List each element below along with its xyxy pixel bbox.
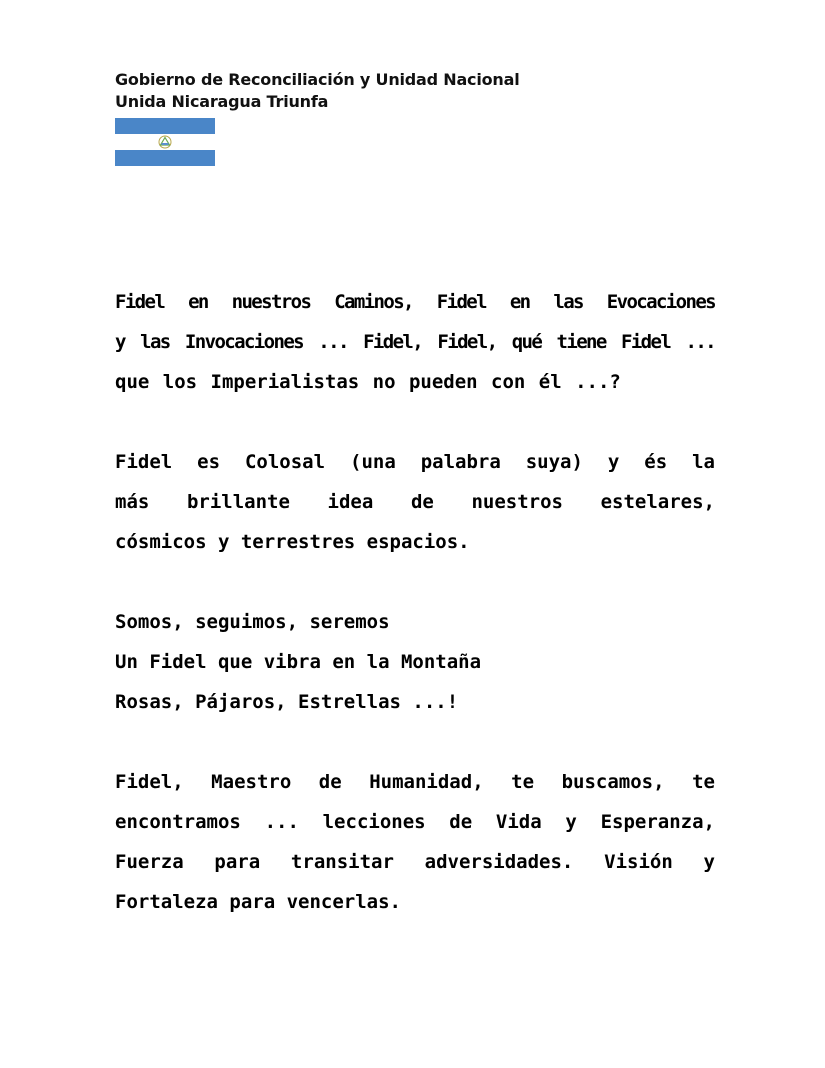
paragraph-2 bbox=[115, 442, 715, 562]
paragraph-line: Fidel es Colosal (una palabra suya) y és la bbox=[115, 451, 715, 473]
paragraph-line: más brillante idea de nuestros estelares, bbox=[115, 491, 715, 513]
paragraph-line: Fuerza para transitar adversidades. Visión y bbox=[115, 851, 715, 873]
paragraph-4 bbox=[115, 762, 715, 922]
paragraph-line: Un Fidel que vibra en la Montaña bbox=[115, 651, 482, 673]
paragraph-line: y las Invocaciones ... Fidel, Fidel, qué tiene Fidel ... bbox=[115, 331, 715, 353]
nicaragua-flag-icon bbox=[115, 118, 215, 166]
paragraph-1 bbox=[115, 282, 715, 402]
paragraph-3 bbox=[115, 602, 715, 722]
letterhead-slogan: Unida Nicaragua Triunfa bbox=[115, 92, 329, 111]
paragraph-line: Fortaleza para vencerlas. bbox=[115, 891, 401, 913]
paragraph-line: Fidel en nuestros Caminos, Fidel en las Evocaciones bbox=[115, 291, 715, 313]
body-text bbox=[115, 282, 715, 962]
paragraph-line: encontramos ... lecciones de Vida y Esperanza, bbox=[115, 811, 715, 833]
paragraph-line: que los Imperialistas no pueden con él ...? bbox=[115, 371, 621, 393]
paragraph-line: cósmicos y terrestres espacios. bbox=[115, 531, 470, 553]
paragraph-line: Rosas, Pájaros, Estrellas ...! bbox=[115, 691, 459, 713]
paragraph-line: Somos, seguimos, seremos bbox=[115, 611, 390, 633]
letterhead-government: Gobierno de Reconciliación y Unidad Nacional bbox=[115, 70, 520, 89]
letterhead bbox=[115, 69, 520, 113]
paragraph-line: Fidel, Maestro de Humanidad, te buscamos, te bbox=[115, 771, 715, 793]
